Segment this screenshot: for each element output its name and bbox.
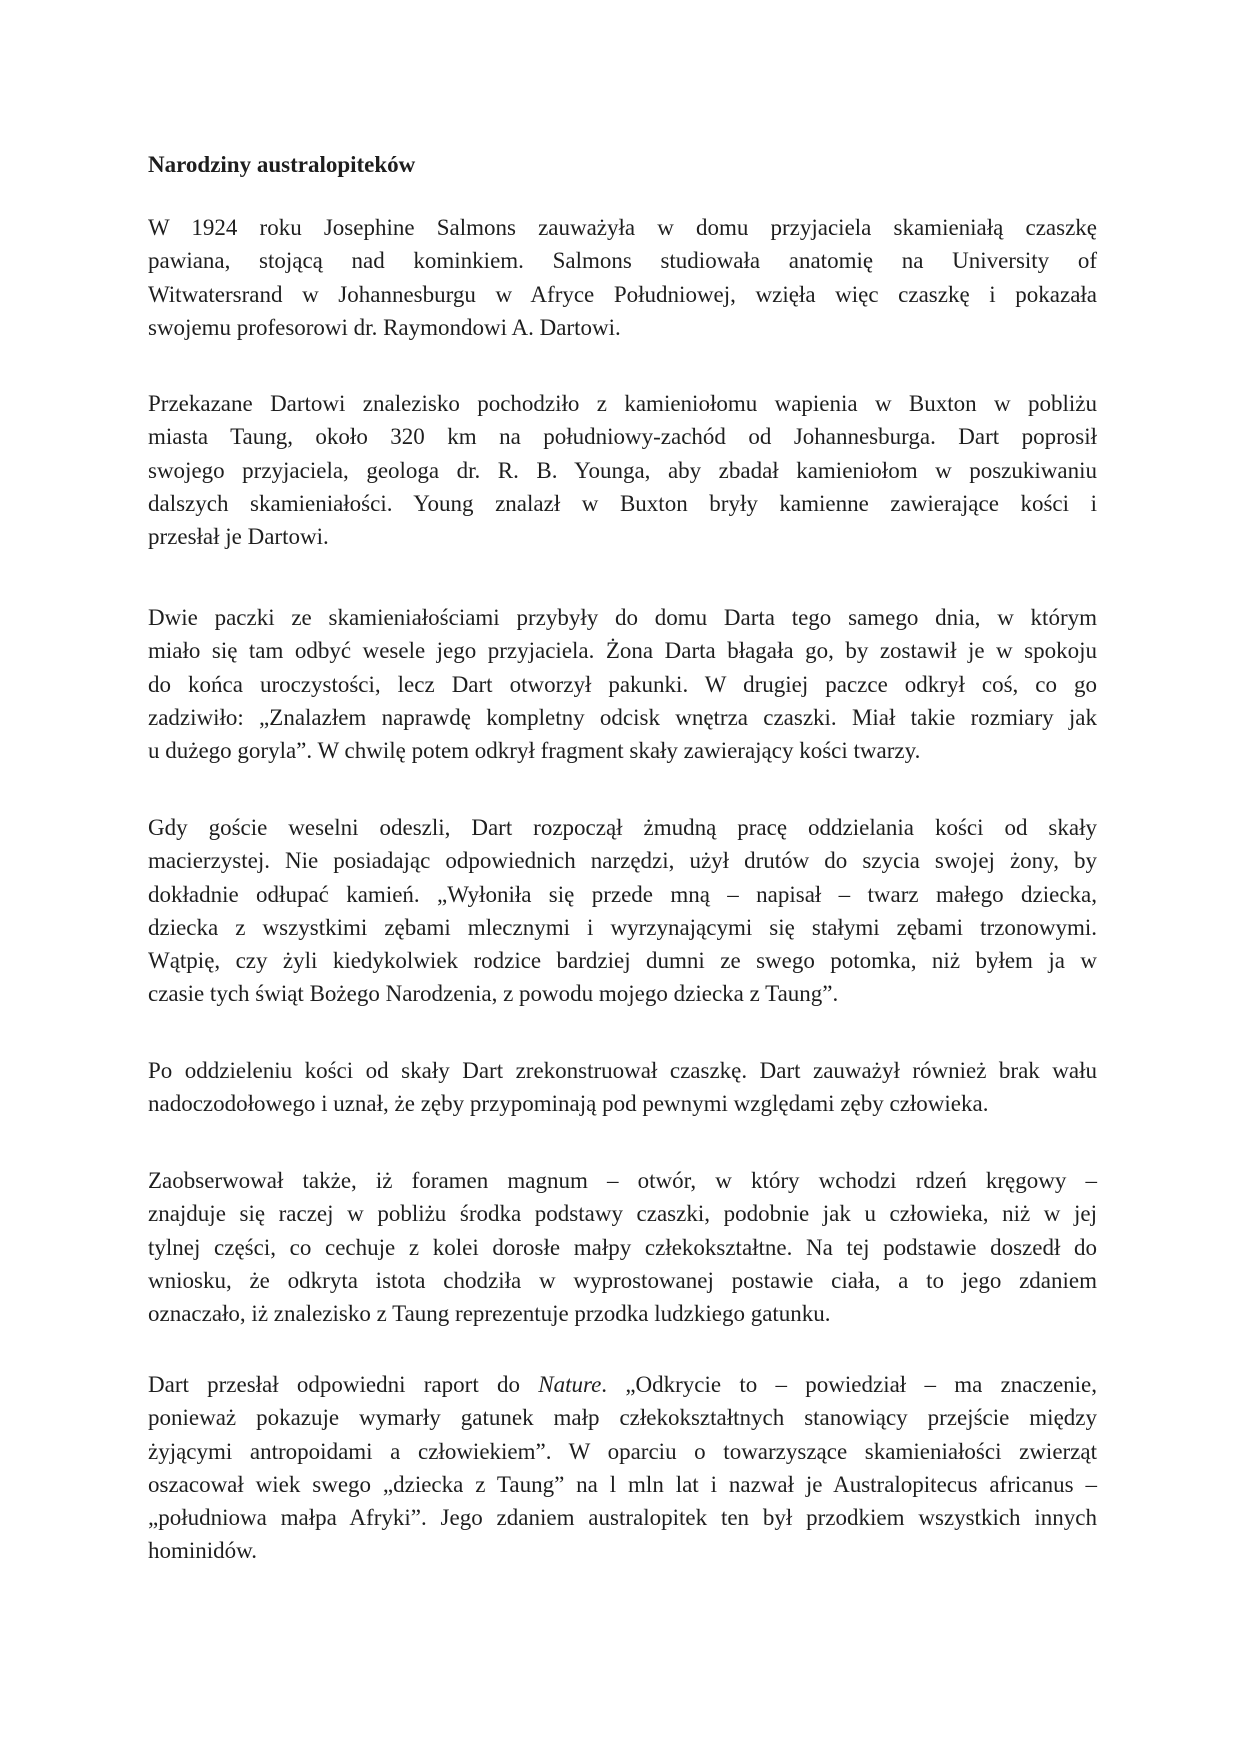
text-line: Wątpię, czy żyli kiedykolwiek rodzice bardziej dumni ze swego potomka, niż byłem ja w (148, 948, 1097, 974)
text-line: czasie tych świąt Bożego Narodzenia, z powodu mojego dziecka z Taung”. (148, 981, 839, 1007)
paragraph-4 (148, 811, 1097, 1011)
text-line: „południowa małpa Afryki”. Jego zdaniem australopitek ten był przodkiem wszystkich innych (148, 1505, 1097, 1531)
text-line: tylnej części, co cechuje z kolei dorosłe małpy człekokształtne. Na tej podstawie doszedł do (148, 1234, 1097, 1260)
text-line: do końca uroczystości, lecz Dart otworzył pakunki. W drugiej paczce odkrył coś, co go (148, 671, 1097, 697)
journal-name-italic: Nature (538, 1372, 602, 1397)
text-line: oznaczało, iż znalezisko z Taung reprezentuje przodka ludzkiego gatunku. (148, 1301, 831, 1327)
text-line: Gdy goście weselni odeszli, Dart rozpoczął żmudną pracę oddzielania kości od skały (148, 815, 1097, 840)
text-line: miało się tam odbyć wesele jego przyjaciela. Żona Darta błagała go, by zostawił je w spokoju (148, 638, 1097, 664)
paragraph-7 (148, 1368, 1097, 1568)
text-line: nadoczodołowego i uznał, że zęby przypominają pod pewnymi względami zęby człowieka. (148, 1091, 989, 1117)
text-line: Przekazane Dartowi znalezisko pochodziło z kamieniołomu wapienia w Buxton w pobliżu (148, 391, 1097, 416)
text-line: macierzystej. Nie posiadając odpowiednich narzędzi, użył drutów do szycia swojej żony, by (148, 848, 1097, 874)
text-segment: . „Odkrycie to – powiedział – ma znaczenie, (601, 1372, 1097, 1397)
paragraph-2 (148, 387, 1097, 553)
text-line: Dwie paczki ze skamieniałościami przybyły do domu Darta tego samego dnia, w którym (148, 605, 1097, 630)
text-line: dziecka z wszystkimi zębami mlecznymi i wyrzynającymi się stałymi zębami trzonowymi. (148, 914, 1097, 940)
paragraph-3 (148, 601, 1097, 767)
text-line (148, 1368, 1097, 1401)
paragraph-1 (148, 211, 1097, 344)
text-line: przesłał je Dartowi. (148, 524, 329, 550)
text-line: Po oddzieleniu kości od skały Dart zrekonstruował czaszkę. Dart zauważył również brak wału (148, 1058, 1097, 1083)
text-line: swojemu profesorowi dr. Raymondowi A. Dartowi. (148, 314, 621, 340)
text-line: W 1924 roku Josephine Salmons zauważyła w domu przyjaciela skamieniałą czaszkę (148, 215, 1097, 240)
paragraph-5 (148, 1054, 1097, 1121)
document-title: Narodziny australopiteków (148, 152, 416, 177)
text-line: ponieważ pokazuje wymarły gatunek małp człekokształtnych stanowiący przejście między (148, 1405, 1097, 1431)
text-line: wniosku, że odkryta istota chodziła w wyprostowanej postawie ciała, a to jego zdaniem (148, 1267, 1097, 1293)
text-segment: Dart przesłał odpowiedni raport do (148, 1372, 539, 1397)
text-line: swojego przyjaciela, geologa dr. R. B. Younga, aby zbadał kamieniołom w poszukiwaniu (148, 457, 1097, 483)
text-line: dokładnie odłupać kamień. „Wyłoniła się przede mną – napisał – twarz małego dziecka, (148, 881, 1097, 907)
text-line: znajduje się raczej w pobliżu środka podstawy czaszki, podobnie jak u człowieka, niż w jej (148, 1201, 1097, 1227)
text-line: oszacował wiek swego „dziecka z Taung” na l mln lat i nazwał je Australopitecus africanus – (148, 1471, 1097, 1497)
text-line: hominidów. (148, 1538, 258, 1564)
text-line: pawiana, stojącą nad kominkiem. Salmons studiowała anatomię na University of (148, 248, 1097, 274)
text-line: zadziwiło: „Znalazłem naprawdę kompletny odcisk wnętrza czaszki. Miał takie rozmiary jak (148, 704, 1097, 730)
text-line: dalszych skamieniałości. Young znalazł w Buxton bryły kamienne zawierające kości i (148, 490, 1097, 516)
paragraph-6 (148, 1164, 1097, 1330)
text-line: u dużego goryla”. W chwilę potem odkrył fragment skały zawierający kości twarzy. (148, 738, 921, 764)
text-line: Zaobserwował także, iż foramen magnum – otwór, w który wchodzi rdzeń kręgowy – (148, 1168, 1097, 1193)
text-line: Witwatersrand w Johannesburgu w Afryce Południowej, wzięła więc czaszkę i pokazała (148, 281, 1097, 307)
text-line: miasta Taung, około 320 km na południowy-zachód od Johannesburga. Dart poprosił (148, 424, 1097, 450)
text-line: żyjącymi antropoidami a człowiekiem”. W oparciu o towarzyszące skamieniałości zwierząt (148, 1438, 1097, 1464)
